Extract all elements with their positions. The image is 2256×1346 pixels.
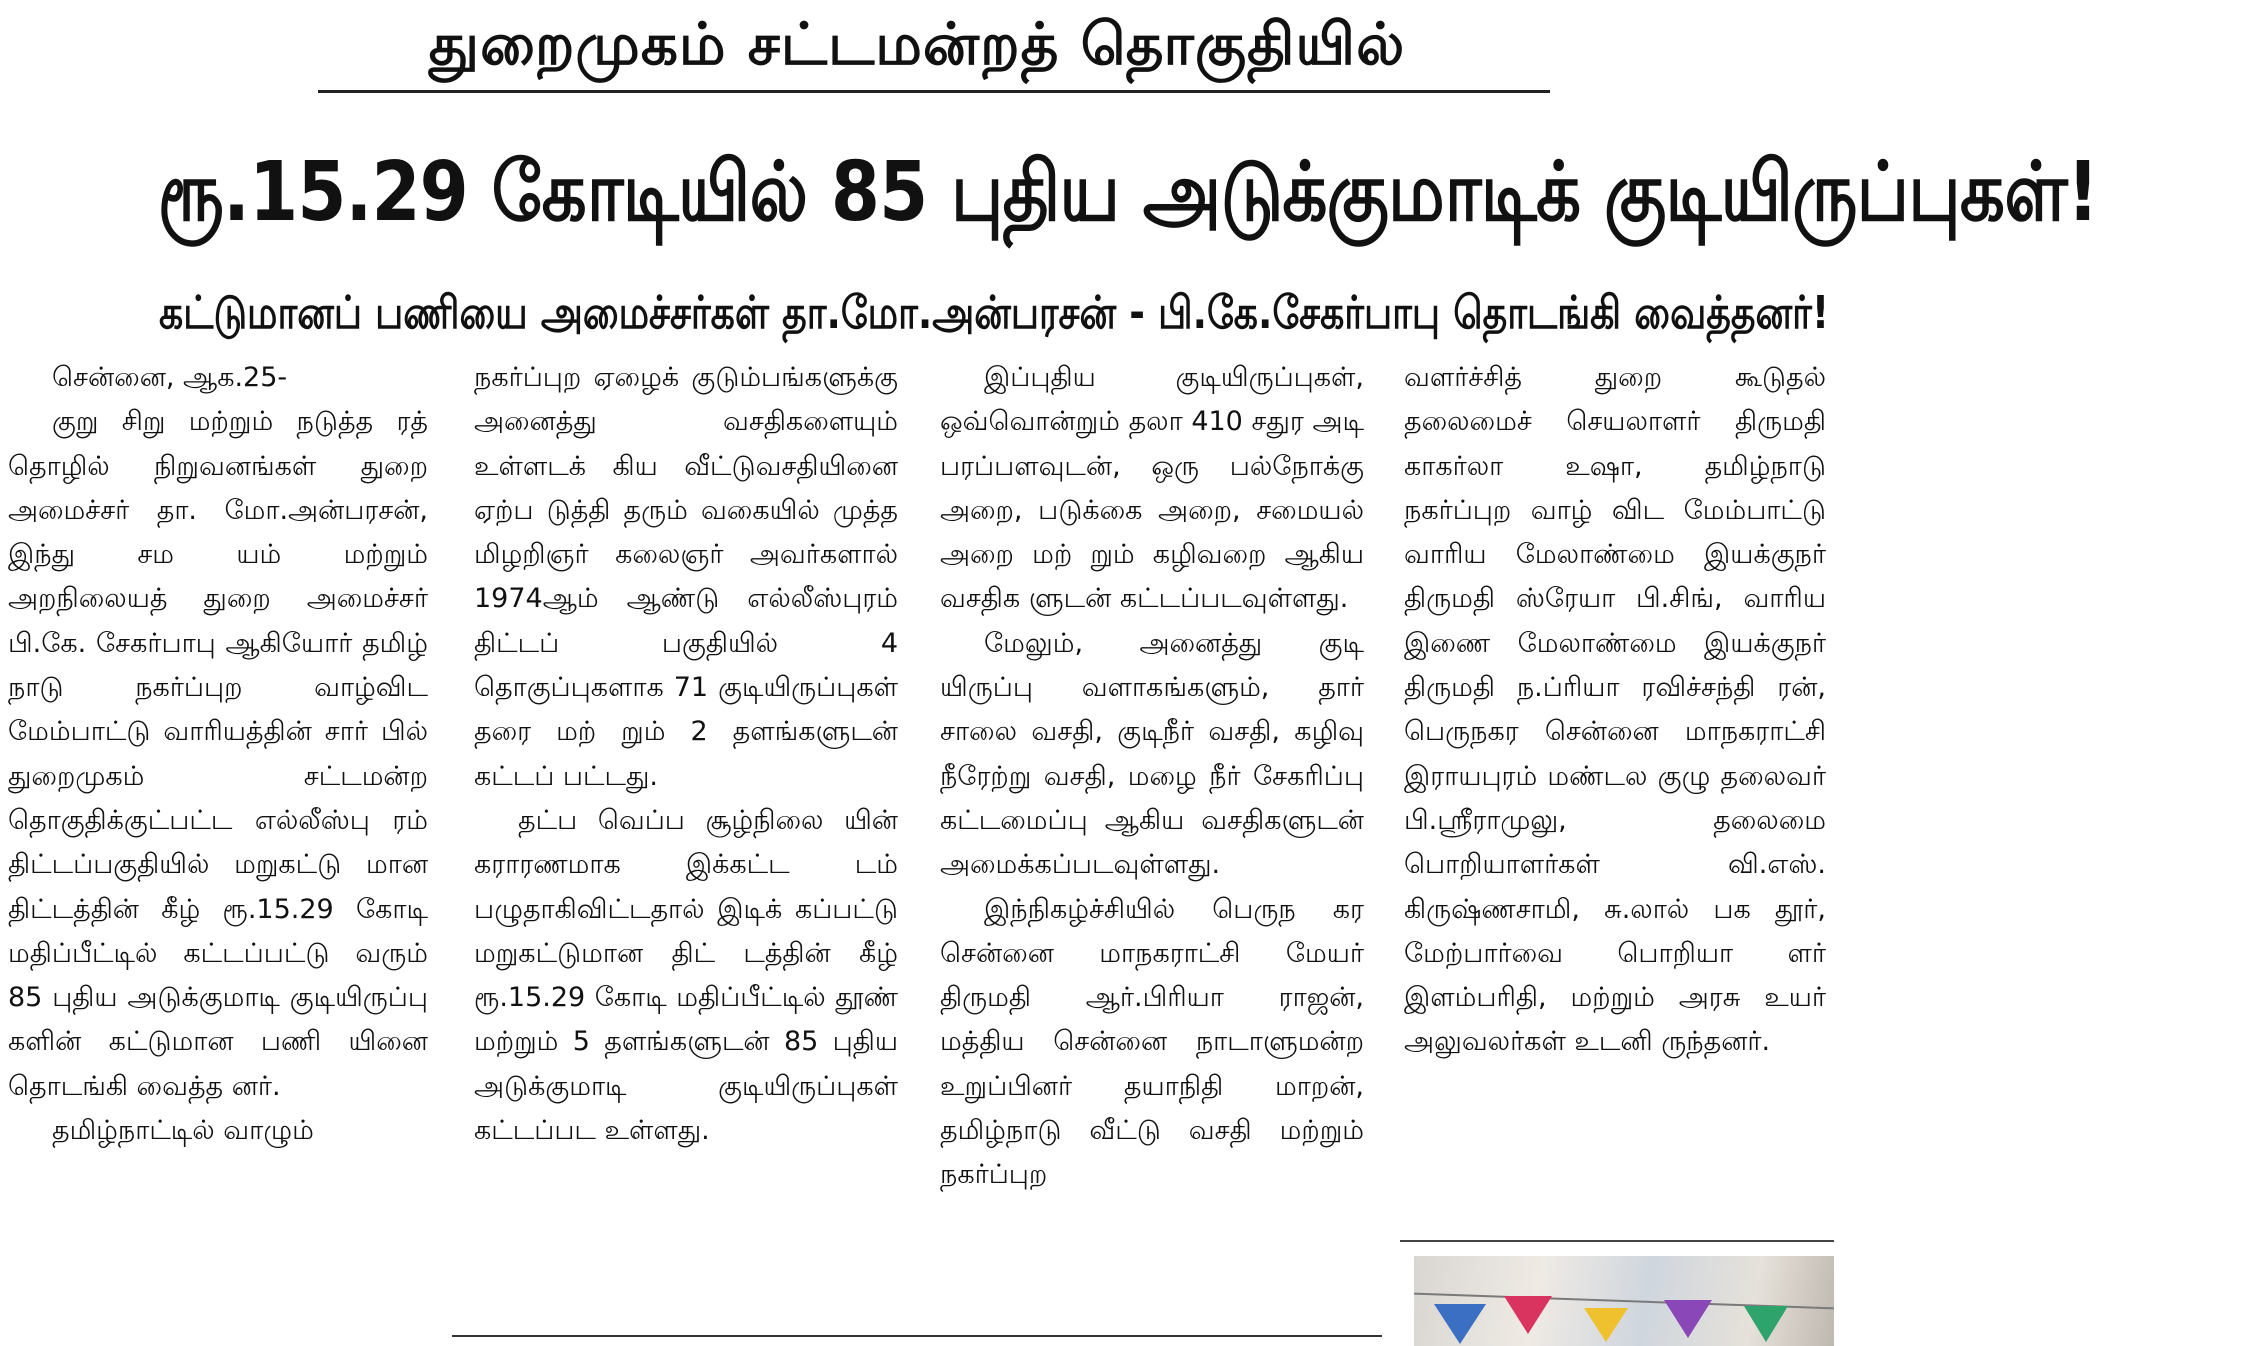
- article-paragraph: இந்நிகழ்ச்சியில் பெருந கர சென்னை மாநகராட்சி மேயர் திருமதி ஆர்.பிரியா ராஜன், மத்திய சென்னை நாடாளுமன்ற உறுப்பினர் தயாநிதி மாறன், தமிழ்நாடு வீட்டு வசதி மற்றும் நகர்ப்புற: [940, 893, 1364, 1191]
- bunting-flag: [1504, 1296, 1552, 1334]
- article-paragraph: நகர்ப்புற ஏழைக் குடும்பங்களுக்கு அனைத்து வசதிகளையும் உள்ளடக் கிய வீட்டுவசதியினை ஏற்ப டுத்தி தரும் வகையில் முத்த மிழறிஞர் கலைஞர் அவர்களால் 1974ஆம் ஆண்டு எல்லீஸ்புரம் திட்டப் பகுதியில் 4 தொகுப்புகளாக 71 குடியிருப்புகள் தரை மற் றும் 2 தளங்களுடன் கட்டப் பட்டது.: [474, 362, 898, 792]
- kicker-heading: [0, 2, 1834, 90]
- article-column-1: [8, 356, 428, 1328]
- subheadline-text: கட்டுமானப் பணியை அமைச்சர்கள் தா.மோ.அன்பரசன் - பி.கே.சேகர்பாபு தொடங்கி வைத்தனர்!: [159, 286, 1830, 339]
- photo-top-border: [1400, 1240, 1834, 1242]
- kicker-underline: [318, 90, 1550, 93]
- article-paragraph: வளர்ச்சித் துறை கூடுதல் தலைமைச் செயலாளர் திருமதி காகர்லா உஷா, தமிழ்நாடு நகர்ப்புற வாழ் விட மேம்பாட்டு வாரிய மேலாண்மை இயக்குநர் திருமதி ஸ்ரேயா பி.சிங், வாரிய இணை மேலாண்மை இயக்குநர் திருமதி ந.ப்ரியா ரவிச்சந்தி ரன், பெருநகர சென்னை மாநகராட்சி இராயபுரம் மண்டல குழு தலைவர் பி.ஸ்ரீராமுலு, தலைமை பொறியாளர்கள் வி.எஸ். கிருஷ்ணசாமி, சு.லால் பக தூர், மேற்பார்வை பொறியா ளர் இளம்பரிதி, மற்றும் அரசு உயர் அலுவலர்கள் உடனி ருந்தனர்.: [1404, 362, 1826, 1058]
- bunting-flag: [1744, 1306, 1788, 1342]
- kicker-text: துறைமுகம் சட்டமன்றத் தொகுதியில்: [428, 10, 1406, 78]
- bunting-flag: [1664, 1300, 1712, 1338]
- bunting-flag: [1434, 1304, 1486, 1344]
- article-paragraph: மேலும், அனைத்து குடி யிருப்பு வளாகங்களும், தார் சாலை வசதி, குடிநீர் வசதி, கழிவு நீரேற்று வசதி, மழை நீர் சேகரிப்பு கட்டமைப்பு ஆகிய வசதிகளுடன் அமைக்கப்படவுள்ளது.: [940, 627, 1364, 881]
- bunting-flag: [1584, 1308, 1628, 1342]
- dateline: சென்னை, ஆக.25-: [52, 362, 288, 393]
- column-bottom-rule: [452, 1335, 1382, 1337]
- event-photo: [1414, 1256, 1834, 1346]
- article-paragraph: குறு சிறு மற்றும் நடுத்த ரத் தொழில் நிறுவனங்கள் துறை அமைச்சர் தா. மோ.அன்பரசன், இந்து சம யம் மற்றும் அறநிலையத் துறை அமைச்சர் பி.கே. சேகர்பாபு ஆகியோர் தமிழ் நாடு நகர்ப்புற வாழ்விட மேம்பாட்டு வாரியத்தின் சார் பில் துறைமுகம் சட்டமன்ற தொகுதிக்குட்பட்ட எல்லீஸ்பு ரம் திட்டப்பகுதியில் மறுகட்டு மான திட்டத்தின் கீழ் ரூ.15.29 கோடி மதிப்பீட்டில் கட்டப்பட்டு வரும் 85 புதிய அடுக்குமாடி குடியிருப்பு களின் கட்டுமான பணி யினை தொடங்கி வைத்த னர்.: [8, 406, 428, 1102]
- subheadline: [0, 274, 1834, 354]
- article-column-3: [940, 356, 1364, 1328]
- article-paragraph: தட்ப வெப்ப சூழ்நிலை யின் கராரணமாக இக்கட்ட டம் பழுதாகிவிட்டதால் இடிக் கப்பட்டு மறுகட்டுமான திட் டத்தின் கீழ் ரூ.15.29 கோடி மதிப்பீட்டில் தூண் மற்றும் 5 தளங்களுடன் 85 புதிய அடுக்குமாடி குடியிருப்புகள் கட்டப்பட உள்ளது.: [474, 804, 898, 1147]
- headline-text: ரூ.15.29 கோடியில் 85 புதிய அடுக்குமாடிக் குடியிருப்புகள்!: [157, 145, 2099, 240]
- headline: [0, 128, 2099, 260]
- article-column-4: [1404, 356, 1826, 1218]
- article-paragraph: இப்புதிய குடியிருப்புகள், ஒவ்வொன்றும் தலா 410 சதுர அடி பரப்பளவுடன், ஒரு பல்நோக்கு அறை, படுக்கை அறை, சமையல் அறை மற் றும் கழிவறை ஆகிய வசதிக ளுடன் கட்டப்படவுள்ளது.: [940, 362, 1364, 615]
- article-column-2: [474, 356, 898, 1328]
- article-paragraph: தமிழ்நாட்டில் வாழும்: [52, 1115, 314, 1147]
